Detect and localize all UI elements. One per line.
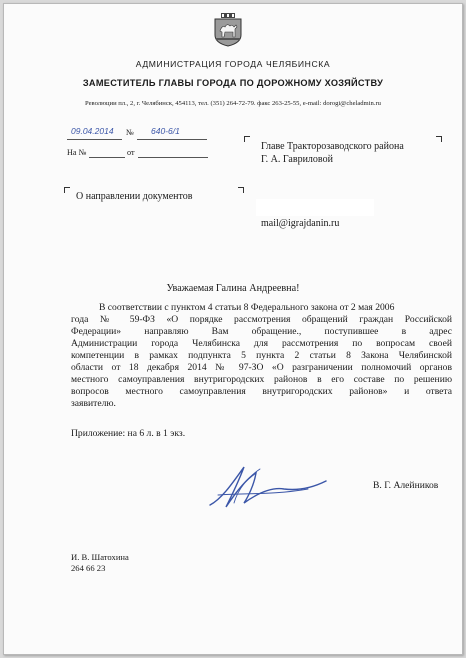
recipient-email: mail@igrajdanin.ru [261, 218, 340, 229]
recipient-name: Г. А. Гавриловой [261, 154, 333, 165]
redacted-area [256, 199, 374, 216]
body-line: области от 18 декабря 2014 № 97-ЗО «О разграничении полномочий органов [71, 362, 452, 373]
executor-name: И. В. Шатохина [71, 552, 129, 562]
subject-line: О направлении документов [76, 191, 193, 202]
letter-page [3, 3, 463, 655]
body-line: года № 59-ФЗ «О порядке рассмотрения обращений граждан Российской [71, 314, 452, 325]
body-line: Федерации» направляю Вам обращение., поступившее в адрес [71, 326, 452, 337]
body-line: местного самоуправления внутригородских районов в его составе по решению [71, 374, 452, 385]
handwritten-signature [204, 459, 329, 514]
recipient-title: Главе Тракторозаводского района [261, 141, 404, 152]
registration-date: 09.04.2014 [71, 126, 114, 136]
chelyabinsk-coat-of-arms-icon [213, 13, 243, 47]
body-line: компетенции в рамках подпункта 5 пункта 2 статьи 8 Закона Челябинской [71, 350, 452, 361]
registration-number: 640-6/1 [151, 126, 180, 136]
address-line: Революции пл., 2, г. Челябинск, 454113, тел. (351) 264-72-79. факс 263-25-55, e-mail: dorogi@cheladmin.ru [85, 100, 381, 107]
signer-name: В. Г. Алейников [373, 480, 439, 491]
greeting: Уважаемая Галина Андреевна! [166, 283, 300, 294]
body-line: заявителю. [71, 398, 116, 409]
number-label: № [126, 128, 134, 137]
reference-date-underline [138, 157, 208, 158]
body-line: В соответствии с пунктом 4 статьи 8 Федерального закона от 2 мая 2006 [99, 302, 395, 313]
deputy-title: ЗАМЕСТИТЕЛЬ ГЛАВЫ ГОРОДА ПО ДОРОЖНОМУ ХОЗЯЙСТВУ [82, 78, 384, 88]
body-line: Администрации города Челябинска для рассмотрения по вопросам своей [71, 338, 452, 349]
reference-number-label: На № [67, 148, 87, 157]
reference-date-label: от [127, 148, 135, 157]
body-line: вопросов местного самоуправления внутригородских районов» и ответа [71, 386, 452, 397]
executor-phone: 264 66 23 [71, 563, 106, 573]
attachment-note: Приложение: на 6 л. в 1 экз. [71, 428, 186, 439]
administration-title: АДМИНИСТРАЦИЯ ГОРОДА ЧЕЛЯБИНСКА [135, 59, 331, 69]
subject-corner-mark [238, 187, 244, 193]
number-underline [137, 139, 207, 140]
recipient-corner-mark [244, 136, 250, 142]
date-underline [67, 139, 122, 140]
recipient-corner-mark [436, 136, 442, 142]
subject-corner-mark [64, 187, 70, 193]
reference-number-underline [89, 157, 125, 158]
